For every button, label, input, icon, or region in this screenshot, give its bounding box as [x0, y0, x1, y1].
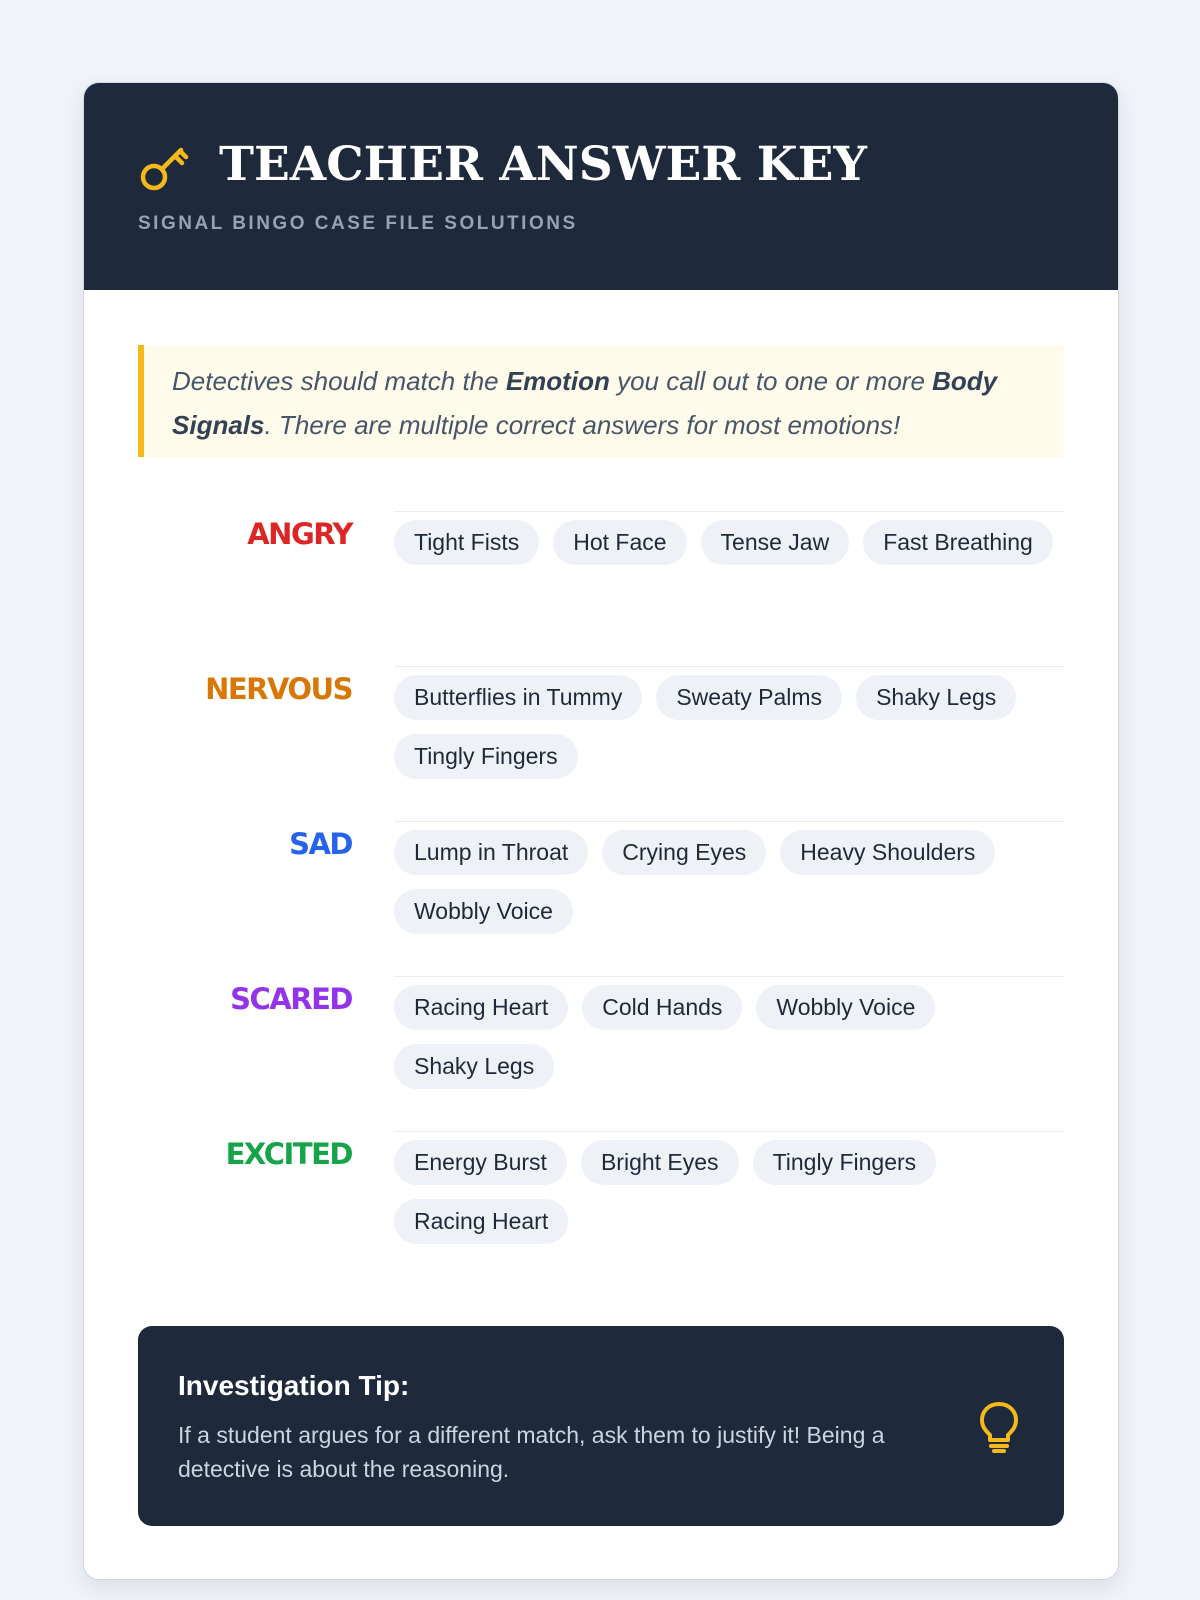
- emotion-label: SAD: [289, 827, 352, 861]
- signal-chip: Wobbly Voice: [394, 889, 573, 934]
- signal-list: [394, 1140, 1064, 1244]
- row-divider: [394, 1131, 1064, 1132]
- signal-chip: Wobbly Voice: [756, 985, 935, 1030]
- signal-list: [394, 830, 1064, 934]
- signal-chip: Heavy Shoulders: [780, 830, 995, 875]
- lightbulb-icon: [978, 1400, 1020, 1454]
- intro-text: . There are multiple correct answers for most emotions!: [264, 410, 901, 440]
- header: [84, 83, 1118, 290]
- intro-text: Detectives should match the: [172, 366, 506, 396]
- signal-chip: Shaky Legs: [856, 675, 1016, 720]
- page-title: TEACHER ANSWER KEY: [219, 137, 867, 192]
- page-subtitle: SIGNAL BINGO CASE FILE SOLUTIONS: [138, 213, 578, 234]
- tip-text: If a student argues for a different match, ask them to justify it! Being a detective is about the reasoning.: [178, 1422, 885, 1482]
- emotion-row-excited: [138, 1131, 1064, 1286]
- signal-chip: Tight Fists: [394, 520, 539, 565]
- emotion-label: ANGRY: [247, 517, 352, 551]
- signal-list: [394, 985, 1064, 1089]
- signal-chip: Tingly Fingers: [753, 1140, 937, 1185]
- tip-title: Investigation Tip:: [178, 1370, 410, 1401]
- emotion-row-nervous: [138, 666, 1064, 821]
- emotion-label: SCARED: [230, 982, 352, 1016]
- signal-chip: Bright Eyes: [581, 1140, 739, 1185]
- emotion-label: NERVOUS: [205, 672, 352, 706]
- signal-chip: Racing Heart: [394, 985, 568, 1030]
- signal-chip: Hot Face: [553, 520, 686, 565]
- key-icon: [138, 143, 190, 195]
- emotion-row-scared: [138, 976, 1064, 1131]
- row-divider: [394, 511, 1064, 512]
- signal-chip: Sweaty Palms: [656, 675, 842, 720]
- signal-chip: Butterflies in Tummy: [394, 675, 642, 720]
- signal-chip: Crying Eyes: [602, 830, 766, 875]
- signal-chip: Fast Breathing: [863, 520, 1053, 565]
- emotion-list: [138, 511, 1064, 1286]
- signal-chip: Lump in Throat: [394, 830, 588, 875]
- signal-chip: Racing Heart: [394, 1199, 568, 1244]
- emotion-row-sad: [138, 821, 1064, 976]
- signal-chip: Tense Jaw: [701, 520, 850, 565]
- row-divider: [394, 666, 1064, 667]
- intro-text: you call out to one or more: [609, 366, 933, 396]
- signal-chip: Shaky Legs: [394, 1044, 554, 1089]
- row-divider: [394, 976, 1064, 977]
- investigation-tip-box: [138, 1326, 1064, 1526]
- row-divider: [394, 821, 1064, 822]
- signal-list: [394, 520, 1064, 565]
- signal-chip: Energy Burst: [394, 1140, 567, 1185]
- emotion-row-angry: [138, 511, 1064, 666]
- instructions-callout: [138, 345, 1064, 457]
- signal-chip: Cold Hands: [582, 985, 742, 1030]
- intro-emphasis-emotion: Emotion: [505, 366, 610, 396]
- answer-key-card: [83, 82, 1119, 1580]
- intro-emphasis-body-signals: Body Signals: [172, 366, 998, 440]
- emotion-label: EXCITED: [225, 1137, 352, 1171]
- signal-chip: Tingly Fingers: [394, 734, 578, 779]
- signal-list: [394, 675, 1064, 779]
